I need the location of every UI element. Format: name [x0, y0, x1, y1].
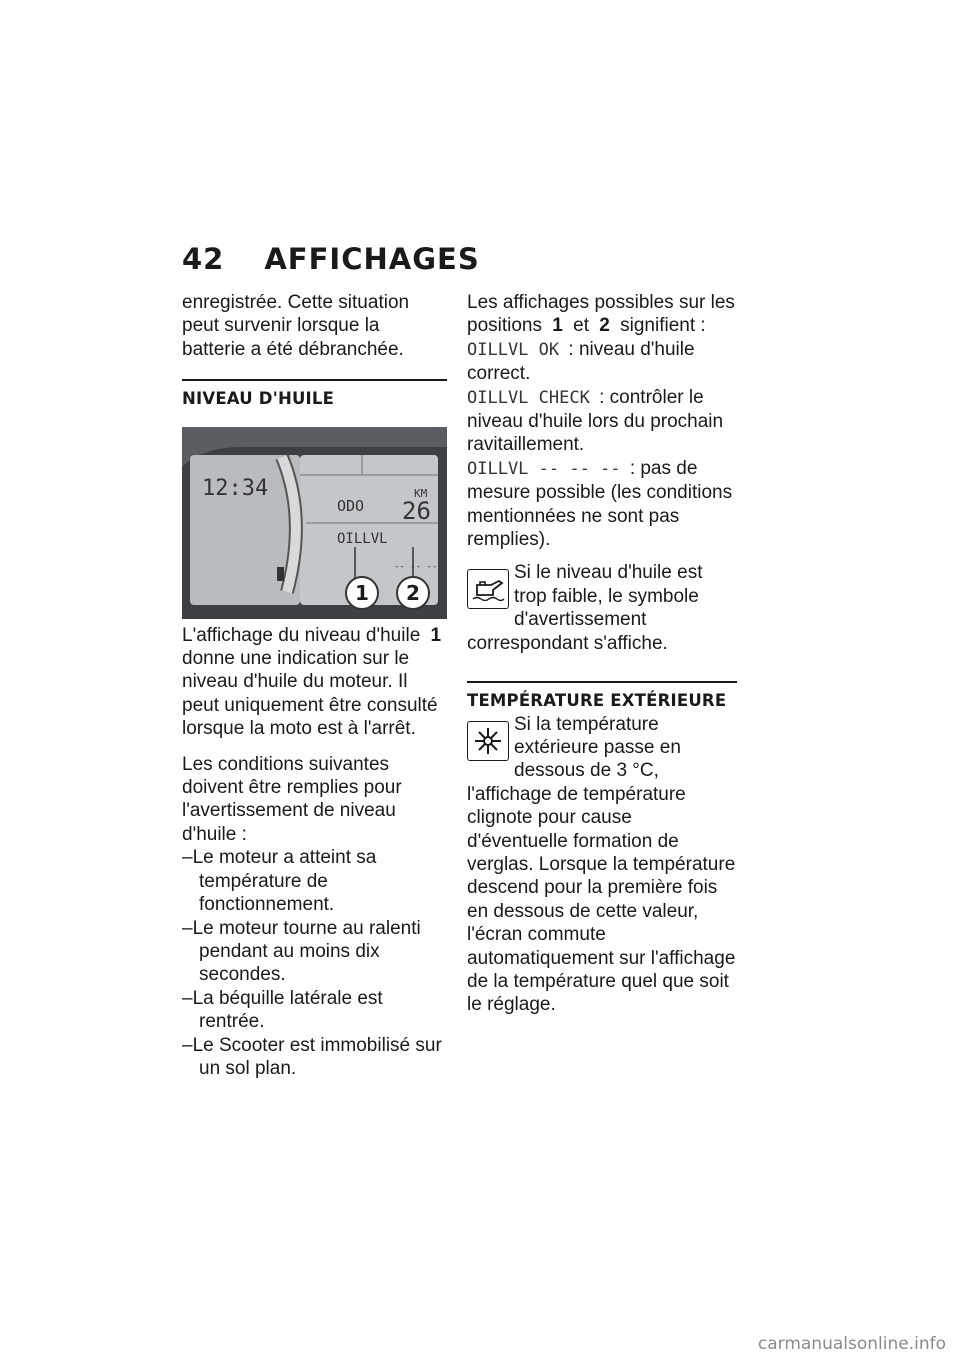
- oil-level-description: L'affichage du niveau d'huile 1 donne une indication sur le niveau d'huile du moteur. Il peut uniquement être consulté lorsque la moto est à l'arrêt.: [182, 624, 442, 740]
- oil-check-code: OILLVL CHECK: [467, 387, 590, 408]
- dash-clock: 12:34: [202, 475, 269, 501]
- conditions-intro: Les conditions suivantes doivent être remplies pour l'avertissement de niveau d'huile :: [182, 753, 402, 845]
- position-ref-2: 2: [599, 315, 610, 337]
- temperature-paragraph: Si la température extérieure passe en dessous de 3 °C, l'affichage de température clignote pour cause d'éventuelle formation de verglas. Lorsque la température descend pour la première fois en dessous de cette valeur, l'écran commute automatiquement sur l'affichage de la température quel que soit le réglage.: [467, 713, 736, 1016]
- list-item: –Le moteur a atteint sa température de fonctionnement.: [182, 847, 377, 916]
- page-header: [182, 242, 480, 276]
- dash-dashes: -- -- --: [394, 561, 438, 572]
- oil-dash-entry: OILLVL -- -- -- : pas de mesure possible (les conditions mentionnées ne sont pas remplies).: [467, 457, 733, 551]
- oil-ok-entry: OILLVL OK : niveau d'huile correct.: [467, 338, 695, 385]
- list-item: –Le Scooter est immobilisé sur un sol plan.: [182, 1034, 442, 1079]
- oil-ok-code: OILLVL OK: [467, 339, 560, 360]
- dash-unit: KM: [414, 486, 428, 500]
- section-heading-oil-level: NIVEAU D'HUILE: [182, 379, 447, 410]
- intro-paragraph: enregistrée. Cette situation peut survenir lorsque la batterie a été débranchée.: [182, 292, 410, 360]
- section-heading-outside-temperature: TEMPÉRATURE EXTÉRIEURE: [467, 681, 737, 712]
- right-column: [467, 291, 737, 1017]
- oil-check-entry: OILLVL CHECK : contrôler le niveau d'huile lors du prochain ravitaillement.: [467, 386, 724, 456]
- dash-odo: ODO: [337, 496, 365, 515]
- list-item: –La béquille latérale est rentrée.: [182, 987, 383, 1033]
- dash-oil-text: OILLVL: [337, 530, 388, 547]
- callout-2: 2: [406, 580, 420, 605]
- list-item: –Le moteur tourne au ralenti pendant au moins dix secondes.: [182, 917, 421, 986]
- oil-dash-code: OILLVL -- -- --: [467, 458, 621, 479]
- possible-displays-intro: Les affichages possibles sur les positions 1 et 2 signifient :: [467, 292, 735, 337]
- position-ref-1: 1: [552, 315, 563, 337]
- dash-value: 26: [402, 496, 431, 525]
- watermark: carmanualsonline.info: [757, 1334, 946, 1354]
- oil-can-icon: [467, 569, 509, 609]
- page-title: AFFICHAGES: [264, 242, 480, 276]
- left-column: [182, 291, 447, 1080]
- dashboard-figure: [182, 427, 447, 619]
- snowflake-icon: [467, 721, 509, 761]
- callout-ref-1: 1: [430, 624, 442, 646]
- oil-warning-paragraph: Si le niveau d'huile est trop faible, le symbole d'avertissement correspondant s'affiche.: [467, 562, 703, 654]
- callout-1: 1: [355, 580, 369, 605]
- page-number: 42: [182, 242, 225, 276]
- conditions-list: [182, 846, 447, 1080]
